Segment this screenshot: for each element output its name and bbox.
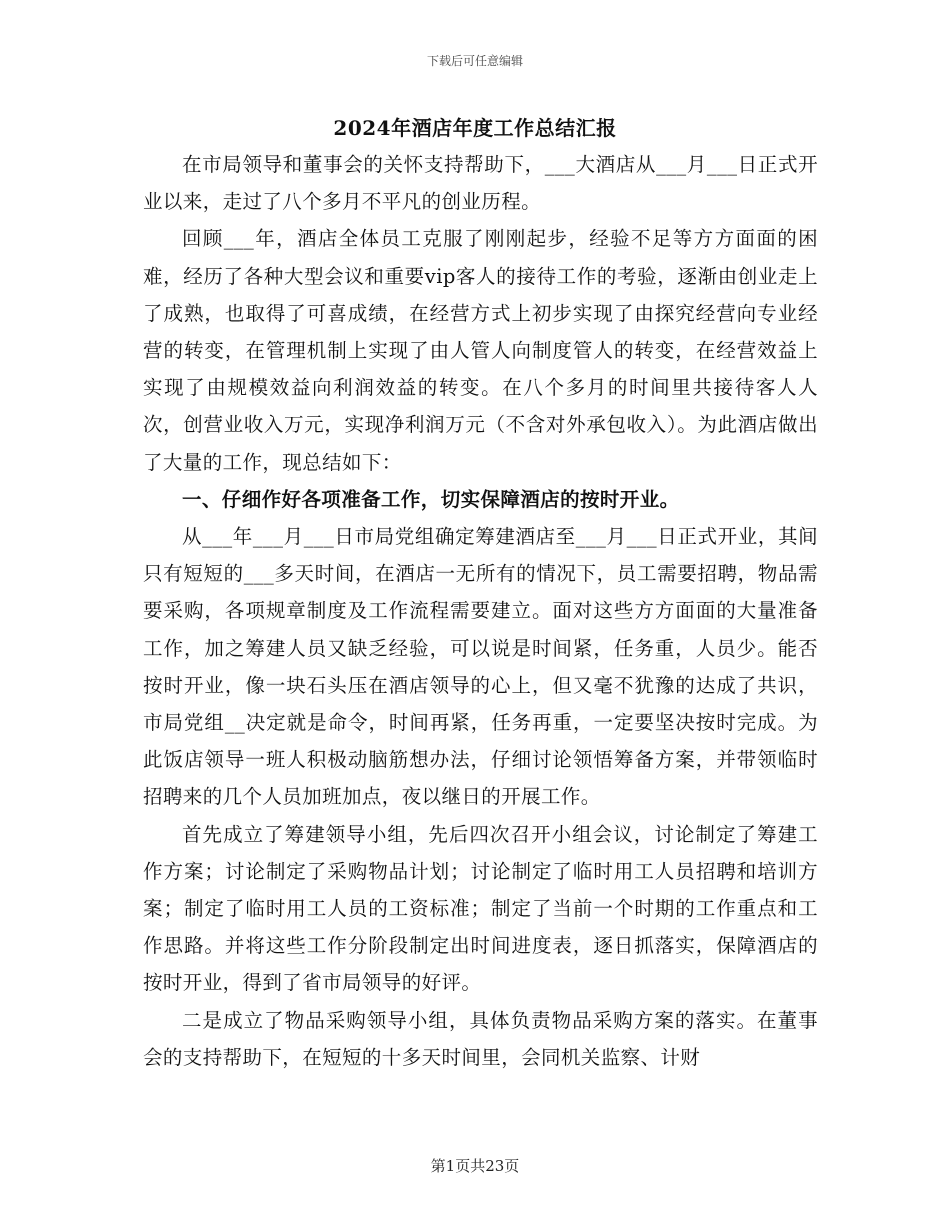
document-title: 2024年酒店年度工作总结汇报 bbox=[333, 116, 617, 140]
paragraph-preparation: 从___年___月___日市局党组确定筹建酒店至___月___日正式开业，其间只有短短的___多天时间，在酒店一无所有的情况下，员工需要招聘，物品需要采购，各项规章制度及工作流程需要建立。面对这些方方面面的大量准备工作，加之筹建人员又缺乏经验，可以说是时间紧，任务重，人员少。能否按时开业，像一块石头压在酒店领导的心上，但又毫不犹豫的达成了共识，市局党组__决定就是命令，时间再紧，任务再重，一定要坚决按时完成。为此饭店领导一班人积极动脑筋想办法，仔细讨论领悟筹备方案，并带领临时招聘来的几个人员加班加点，夜以继日的开展工作。 bbox=[143, 525, 818, 809]
paragraph-review: 回顾___年，酒店全体员工克服了刚刚起步，经验不足等方方面面的困难，经历了各种大型会议和重要vip客人的接待工作的考验，逐渐由创业走上了成熟，也取得了可喜成绩，在经营方式上初步实现了由探究经营向专业经营的转变，在管理机制上实现了由人管人向制度管人的转变，在经营效益上实现了由规模效益向利润效益的转变。在八个多月的时间里共接待客人人次，创营业收入万元，实现净利润万元（不含对外承包收入）。为此酒店做出了大量的工作，现总结如下： bbox=[143, 227, 818, 474]
page-header-note: 下载后可任意编辑 bbox=[426, 54, 523, 68]
page-number: 第1页共23页 bbox=[430, 1157, 520, 1175]
paragraph-procurement-group: 二是成立了物品采购领导小组，具体负责物品采购方案的落实。在董事会的支持帮助下，在短短的十多天时间里，会同机关监察、计财 bbox=[143, 1008, 818, 1069]
section-heading-1: 一、仔细作好各项准备工作，切实保障酒店的按时开业。 bbox=[182, 487, 680, 511]
paragraph-intro: 在市局领导和董事会的关怀支持帮助下，___大酒店从___月___日正式开业以来，走过了八个多月不平凡的创业历程。 bbox=[143, 153, 818, 214]
document-body bbox=[143, 146, 818, 1076]
paragraph-leadership-group: 首先成立了筹建领导小组，先后四次召开小组会议，讨论制定了筹建工作方案；讨论制定了采购物品计划；讨论制定了临时用工人员招聘和培训方案；制定了临时用工人员的工资标准；制定了当前一个时期的工作重点和工作思路。并将这些工作分阶段制定出时间进度表，逐日抓落实，保障酒店的按时开业，得到了省市局领导的好评。 bbox=[143, 822, 818, 995]
